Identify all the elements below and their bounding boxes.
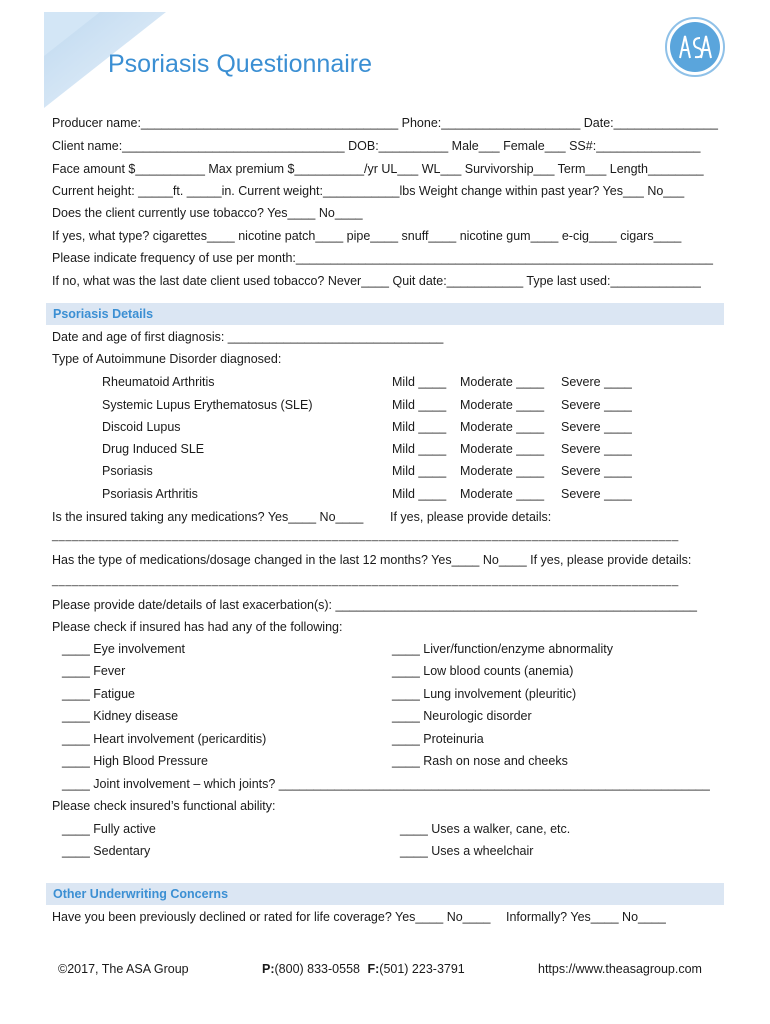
check-joint-involvement[interactable]: ____ Joint involvement – which joints? ______________________________________________________________ — [62, 777, 710, 791]
check-lung-involvement[interactable]: ____ Lung involvement (pleuritic) — [392, 687, 577, 701]
disorder-name: Discoid Lupus — [102, 420, 181, 434]
client-line[interactable]: Client name:________________________________ DOB:__________ Male___ Female___ SS#:_______________ — [52, 139, 701, 153]
mild-field[interactable]: Mild ____ — [392, 464, 447, 478]
phone-number: (800) 833-0558 — [274, 962, 360, 976]
mild-field[interactable]: Mild ____ — [392, 442, 447, 456]
disorder-type-label: Type of Autoimmune Disorder diagnosed: — [52, 352, 282, 366]
fax-label: F: — [367, 962, 380, 976]
check-fully-active[interactable]: ____ Fully active — [62, 822, 156, 836]
mild-field[interactable]: Mild ____ — [392, 375, 447, 389]
medication-change-question[interactable]: Has the type of medications/dosage changed in the last 12 months? Yes____ No____ If yes, please provide details: — [52, 553, 692, 567]
severe-field[interactable]: Severe ____ — [561, 420, 632, 434]
disorder-name: Drug Induced SLE — [102, 442, 205, 456]
tobacco-last-date-line[interactable]: If no, what was the last date client used tobacco? Never____ Quit date:___________ Type last used:_____________ — [52, 274, 701, 288]
check-walker-cane[interactable]: ____ Uses a walker, cane, etc. — [400, 822, 571, 836]
check-sedentary[interactable]: ____ Sedentary — [62, 844, 151, 858]
check-liver-abnormality[interactable]: ____ Liver/function/enzyme abnormality — [392, 642, 613, 656]
other-concerns-section-header — [46, 883, 724, 905]
severe-field[interactable]: Severe ____ — [561, 464, 632, 478]
medications-question[interactable]: Is the insured taking any medications? Yes____ No____ — [52, 510, 364, 524]
asa-logo-icon — [664, 16, 726, 78]
check-fever[interactable]: ____ Fever — [62, 664, 126, 678]
mild-field[interactable]: Mild ____ — [392, 487, 447, 501]
check-heart-involvement[interactable]: ____ Heart involvement (pericarditis) — [62, 732, 267, 746]
footer-url-link[interactable]: https://www.theasagroup.com — [538, 962, 702, 976]
height-weight-line[interactable]: Current height: _____ft. _____in. Current weight:___________lbs Weight change within past year? Yes___ No___ — [52, 184, 685, 198]
footer-contact — [262, 962, 465, 976]
disorder-name: Psoriasis — [102, 464, 153, 478]
conditions-check-label: Please check if insured has had any of the following: — [52, 620, 343, 634]
functional-ability-label: Please check insured’s functional ability: — [52, 799, 276, 813]
mild-field[interactable]: Mild ____ — [392, 420, 447, 434]
severe-field[interactable]: Severe ____ — [561, 375, 632, 389]
check-rash[interactable]: ____ Rash on nose and cheeks — [392, 754, 568, 768]
check-wheelchair[interactable]: ____ Uses a wheelchair — [400, 844, 534, 858]
disorder-name: Systemic Lupus Erythematosus (SLE) — [102, 398, 313, 412]
phone-label: P: — [262, 962, 275, 976]
footer-copyright: ©2017, The ASA Group — [58, 962, 189, 976]
section-heading: Psoriasis Details — [53, 307, 154, 321]
moderate-field[interactable]: Moderate ____ — [460, 487, 545, 501]
section-heading: Other Underwriting Concerns — [53, 887, 229, 901]
check-eye-involvement[interactable]: ____ Eye involvement — [62, 642, 185, 656]
psoriasis-section-header — [46, 303, 724, 325]
check-kidney-disease[interactable]: ____ Kidney disease — [62, 709, 179, 723]
moderate-field[interactable]: Moderate ____ — [460, 420, 545, 434]
moderate-field[interactable]: Moderate ____ — [460, 398, 545, 412]
check-proteinuria[interactable]: ____ Proteinuria — [392, 732, 484, 746]
medication-change-details-line[interactable]: ______________________________________________________________________________________________ — [52, 575, 679, 587]
medications-details-line[interactable]: ______________________________________________________________________________________________ — [52, 530, 679, 542]
tobacco-frequency-line[interactable]: Please indicate frequency of use per month:____________________________________________________________ — [52, 251, 714, 265]
moderate-field[interactable]: Moderate ____ — [460, 464, 545, 478]
severe-field[interactable]: Severe ____ — [561, 487, 632, 501]
page-title: Psoriasis Questionnaire — [108, 50, 373, 78]
disorder-name: Psoriasis Arthritis — [102, 487, 198, 501]
severe-field[interactable]: Severe ____ — [561, 442, 632, 456]
medications-details-label: If yes, please provide details: — [390, 510, 552, 524]
tobacco-question[interactable]: Does the client currently use tobacco? Yes____ No____ — [52, 206, 363, 220]
mild-field[interactable]: Mild ____ — [392, 398, 447, 412]
exacerbation-line[interactable]: Please provide date/details of last exacerbation(s): ____________________________________________________ — [52, 598, 697, 612]
producer-line[interactable]: Producer name:_____________________________________ Phone:____________________ Date:_______________ — [52, 116, 718, 130]
moderate-field[interactable]: Moderate ____ — [460, 375, 545, 389]
informally-question[interactable]: Informally? Yes____ No____ — [506, 910, 666, 924]
severe-field[interactable]: Severe ____ — [561, 398, 632, 412]
fax-number: (501) 223-3791 — [379, 962, 465, 976]
check-neurologic-disorder[interactable]: ____ Neurologic disorder — [392, 709, 532, 723]
disorder-name: Rheumatoid Arthritis — [102, 375, 215, 389]
check-fatigue[interactable]: ____ Fatigue — [62, 687, 135, 701]
diagnosis-line[interactable]: Date and age of first diagnosis: _______________________________ — [52, 330, 444, 344]
tobacco-type-line[interactable]: If yes, what type? cigarettes____ nicotine patch____ pipe____ snuff____ nicotine gum____ e-cig____ cigars____ — [52, 229, 682, 243]
face-amount-line[interactable]: Face amount $__________ Max premium $__________/yr UL___ WL___ Survivorship___ Term___ Length________ — [52, 162, 704, 176]
declined-question[interactable]: Have you been previously declined or rated for life coverage? Yes____ No____ — [52, 910, 491, 924]
check-low-blood-counts[interactable]: ____ Low blood counts (anemia) — [392, 664, 574, 678]
check-high-blood-pressure[interactable]: ____ High Blood Pressure — [62, 754, 208, 768]
moderate-field[interactable]: Moderate ____ — [460, 442, 545, 456]
